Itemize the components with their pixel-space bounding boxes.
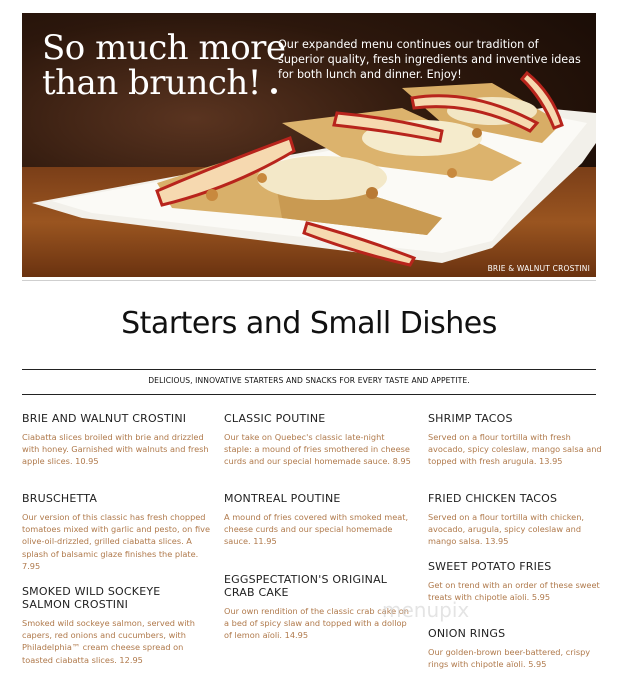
divider	[22, 394, 596, 395]
section-tagline: DELICIOUS, INNOVATIVE STARTERS AND SNACKS FOR EVERY TASTE AND APPETITE.	[148, 376, 470, 385]
menu-item-name: FRIED CHICKEN TACOS	[428, 492, 558, 505]
menu-item-description: Served on a flour tortilla with chicken, avocado, arugula, spicy coleslaw and mango salsa. 13.95	[428, 512, 584, 547]
menu-item-name: CLASSIC POUTINE	[224, 412, 326, 425]
menu-item	[224, 492, 414, 548]
divider	[22, 369, 596, 370]
menu-item-description: Our golden-brown beer-battered, crispy rings with chipotle aïoli. 5.95	[428, 647, 591, 670]
menu-item	[224, 412, 414, 468]
dot-icon	[271, 88, 277, 94]
menu-item-description: Ciabatta slices broiled with brie and drizzled with honey. Garnished with walnuts and fresh apple slices. 10.95	[22, 432, 209, 467]
menu-item	[428, 492, 606, 548]
menu-item-name: SMOKED WILD SOCKEYE SALMON CROSTINI	[22, 585, 161, 611]
menu-item-name: MONTREAL POUTINE	[224, 492, 341, 505]
photo-caption: BRIE & WALNUT CROSTINI	[487, 264, 590, 273]
menu-item-name: SHRIMP TACOS	[428, 412, 513, 425]
menu-item	[428, 560, 606, 603]
menu-item-name: BRUSCHETTA	[22, 492, 98, 505]
menu-item-name: ONION RINGS	[428, 627, 506, 640]
divider	[22, 280, 596, 281]
hero-intro-text: Our expanded menu continues our tradition of superior quality, fresh ingredients and inventive ideas for both lunch and dinner. Enjoy!	[278, 38, 581, 81]
menu-item-description: Smoked wild sockeye salmon, served with capers, red onions and cucumbers, with Philadelphia™ cream cheese spread on toasted ciabatta slices. 12.95	[22, 618, 195, 665]
menu-item-description: Our take on Quebec's classic late-night staple: a mound of fries smothered in cheese curds and our special homemade sauce. 8.95	[224, 432, 411, 467]
menu-item-description: Our version of this classic has fresh chopped tomatoes mixed with garlic and pesto, on five olive-oil-drizzled, grilled ciabatta slices. A splash of balsamic glaze finishes the plate. 7.95	[22, 512, 210, 571]
menu-item-name: SWEET POTATO FRIES	[428, 560, 552, 573]
menu-item	[428, 412, 606, 468]
hero-title	[42, 28, 286, 103]
menu-item-name: BRIE AND WALNUT CROSTINI	[22, 412, 187, 425]
section-title: Starters and Small Dishes	[121, 306, 497, 341]
menu-item	[22, 492, 214, 572]
menu-item-description: Served on a flour tortilla with fresh avocado, spicy coleslaw, mango salsa and topped with fresh arugula. 13.95	[428, 432, 602, 467]
menu-item-description: Get on trend with an order of these sweet treats with chipotle aïoli. 5.95	[428, 580, 600, 603]
watermark: menupix	[382, 598, 470, 622]
menu-item-description: A mound of fries covered with smoked meat, cheese curds and our special homemade sauce. 11.95	[224, 512, 409, 547]
menu-item-description: Our own rendition of the classic crab cake on a bed of spicy slaw and topped with a dollop of lemon aïoli. 14.95	[224, 606, 409, 641]
hero-title-line1: So much more	[42, 28, 286, 68]
hero-banner	[22, 13, 596, 277]
hero-title-line2: than brunch!	[42, 63, 261, 103]
menu-item	[428, 627, 606, 670]
menu-item	[22, 585, 214, 666]
menu-item-name: EGGSPECTATION'S ORIGINAL CRAB CAKE	[224, 573, 388, 599]
menu-item	[22, 412, 214, 468]
